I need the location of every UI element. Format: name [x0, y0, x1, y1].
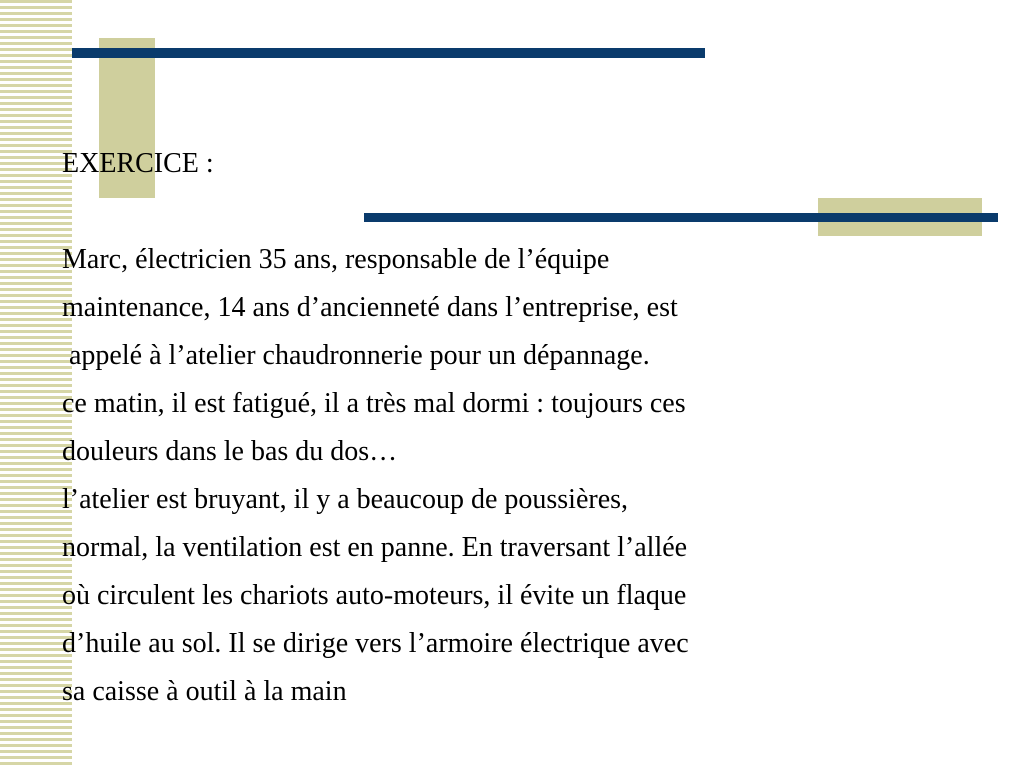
slide-content	[62, 140, 972, 716]
text-line-9: d’huile au sol. Il se dirige vers l’armoire électrique avec	[62, 628, 689, 659]
slide-title: EXERCICE :	[62, 148, 214, 179]
text-line-4: ce matin, il est fatigué, il a très mal dormi : toujours ces	[62, 388, 686, 419]
text-line-2: maintenance, 14 ans d’ancienneté dans l’entreprise, est	[62, 292, 678, 323]
text-line-5: douleurs dans le bas du dos…	[62, 436, 398, 467]
text-line-1: Marc, électricien 35 ans, responsable de l’équipe	[62, 244, 610, 275]
text-line-6: l’atelier est bruyant, il y a beaucoup de poussières,	[62, 484, 629, 515]
text-line-8: où circulent les chariots auto-moteurs, il évite un flaque	[62, 580, 687, 611]
text-line-3: appelé à l’atelier chaudronnerie pour un dépannage.	[62, 340, 650, 371]
decorative-navy-rule-top	[72, 48, 705, 58]
text-line-10: sa caisse à outil à la main	[62, 676, 347, 707]
text-line-7: normal, la ventilation est en panne. En traversant l’allée	[62, 532, 688, 563]
